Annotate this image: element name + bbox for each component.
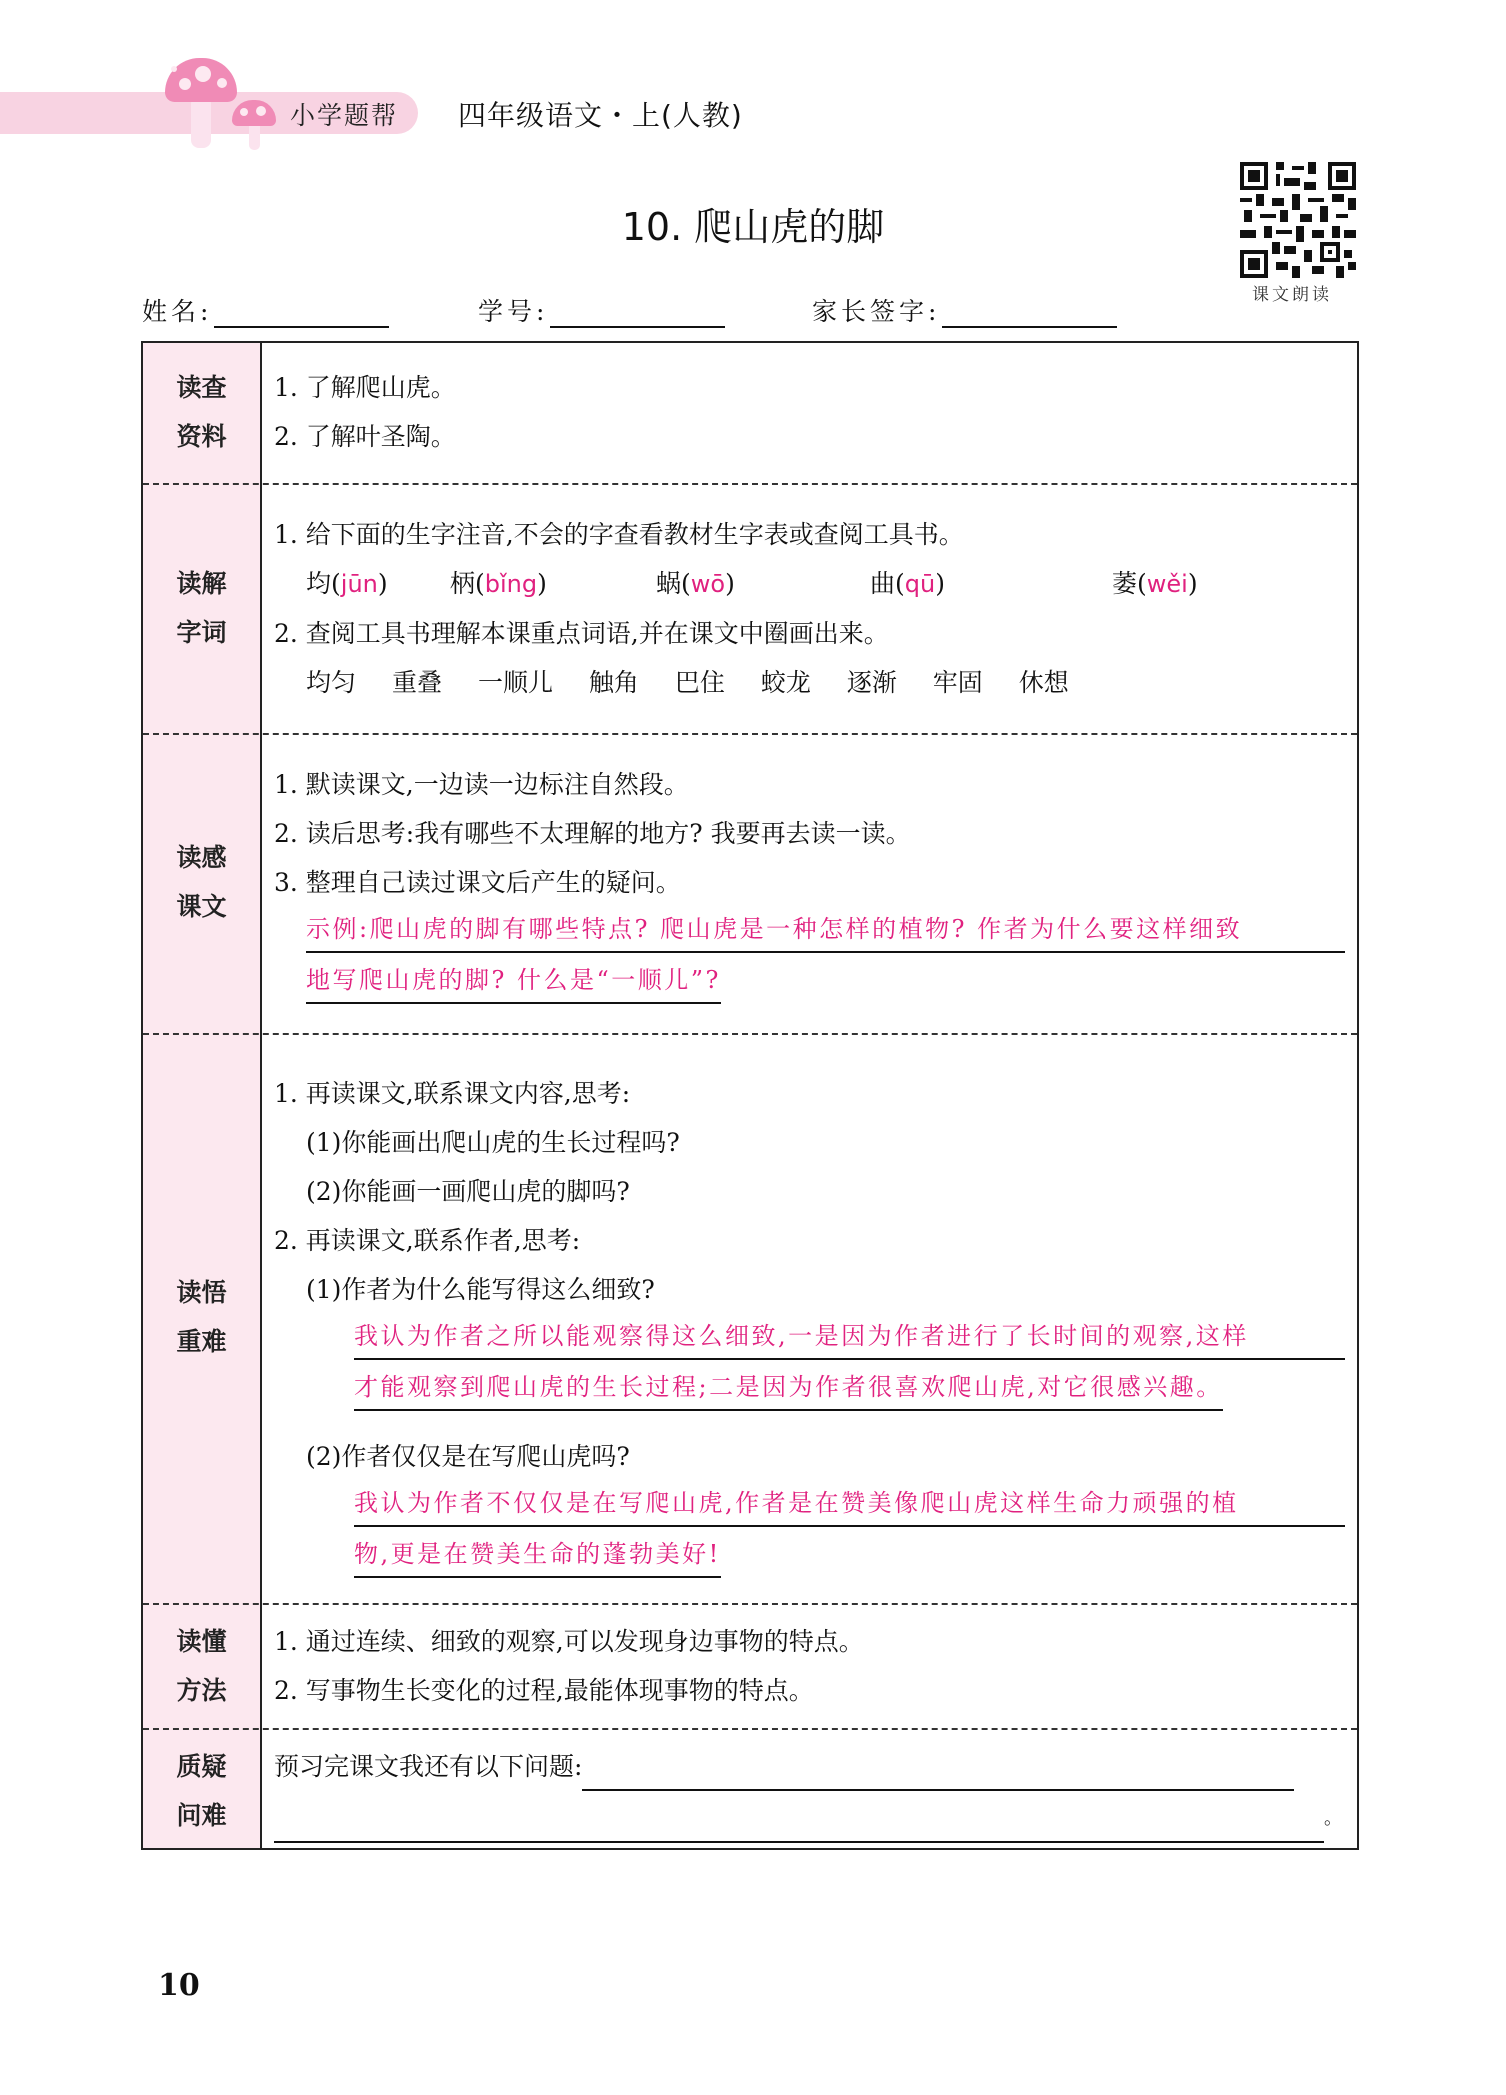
section-content [274, 510, 1345, 707]
parent-signature-label: 家长签字: [812, 297, 941, 326]
student-id-label: 学号: [478, 297, 549, 326]
page-number: 10 [158, 1968, 200, 2003]
end-mark: 。 [1324, 1808, 1342, 1829]
character: 曲 [870, 569, 896, 598]
section-label-line2: 重难 [176, 1327, 227, 1356]
vocab-word: 重叠 [391, 668, 442, 697]
section-questions [143, 1728, 1357, 1850]
question-prompt: 预习完课文我还有以下问题: [274, 1752, 583, 1781]
vocab-word: 休想 [1018, 668, 1069, 697]
worksheet-table [141, 341, 1359, 1850]
pinyin-item: 均(jūn) [306, 569, 388, 598]
section-label [143, 1742, 260, 1840]
answer-line: 才能观察到爬山虎的生长过程;二是因为作者很喜欢爬山虎,对它很感兴趣。 [354, 1365, 1223, 1411]
section-read-words [143, 483, 1357, 733]
list-item: 2. 读后思考:我有哪些不太理解的地方? 我要再去读一读。 [274, 819, 911, 848]
section-content [274, 363, 1345, 461]
character: 均 [306, 569, 332, 598]
section-label [143, 363, 260, 461]
instruction-item: 2. 查阅工具书理解本课重点词语,并在课文中圈画出来。 [274, 619, 889, 648]
name-label: 姓名: [142, 297, 213, 326]
section-label-line2: 方法 [176, 1676, 227, 1705]
question-input-line[interactable] [274, 1811, 1324, 1843]
section-label [143, 559, 260, 657]
sub-question: (2)你能画一画爬山虎的脚吗? [306, 1177, 630, 1206]
question-item: 1. 再读课文,联系课文内容,思考: [274, 1079, 631, 1108]
pinyin-answer: jūn [340, 570, 378, 598]
answer-line: 我认为作者不仅仅是在写爬山虎,作者是在赞美像爬山虎这样生命力顽强的植 [354, 1481, 1345, 1527]
section-label-line1: 质疑 [176, 1752, 227, 1781]
character: 柄 [450, 569, 476, 598]
section-label-line1: 读解 [176, 569, 227, 598]
section-read-research [143, 343, 1357, 483]
vocab-word: 均匀 [306, 668, 357, 697]
pinyin-item: 曲(qū) [870, 569, 945, 598]
section-label [143, 1617, 260, 1715]
section-label-line2: 资料 [176, 422, 227, 451]
pinyin-answer: wō [690, 570, 726, 598]
list-item: 3. 整理自己读过课文后产生的疑问。 [274, 868, 681, 897]
brand-name: 小学题帮 [290, 101, 399, 130]
question-input-line[interactable] [582, 1759, 1294, 1791]
parent-signature-field[interactable] [812, 292, 1117, 328]
pinyin-item: 柄(bǐng) [450, 569, 547, 598]
qr-code-icon[interactable] [1240, 162, 1356, 278]
answer-line: 地写爬山虎的脚? 什么是“一顺儿”? [306, 958, 721, 1004]
name-field[interactable] [142, 292, 389, 328]
pinyin-answer: wěi [1146, 570, 1188, 598]
mushroom-small-icon [232, 100, 276, 150]
pinyin-item: 蜗(wō) [656, 569, 735, 598]
section-label-line1: 读悟 [176, 1278, 227, 1307]
character: 蜗 [656, 569, 682, 598]
sub-question: (1)你能画出爬山虎的生长过程吗? [306, 1128, 680, 1157]
character: 萎 [1112, 569, 1138, 598]
section-label [143, 1268, 260, 1366]
vocab-word: 触角 [588, 668, 639, 697]
section-label-line2: 课文 [176, 892, 227, 921]
list-item: 1. 通过连续、细致的观察,可以发现身边事物的特点。 [274, 1627, 864, 1656]
student-id-field[interactable] [478, 292, 725, 328]
answer-line: 示例:爬山虎的脚有哪些特点? 爬山虎是一种怎样的植物? 作者为什么要这样细致 [306, 907, 1345, 953]
section-read-feel [143, 733, 1357, 1033]
section-read-method [143, 1603, 1357, 1728]
qr-caption: 课文朗读 [1252, 285, 1332, 305]
vocab-word: 巴住 [674, 668, 725, 697]
question-prompt-row [274, 1742, 1345, 1791]
vocab-row [274, 658, 1345, 707]
pinyin-item: 萎(wěi) [1112, 569, 1198, 598]
answer-line: 我认为作者之所以能观察得这么细致,一是因为作者进行了长时间的观察,这样 [354, 1314, 1345, 1360]
section-content [274, 1069, 1345, 1599]
section-label-line2: 问难 [176, 1801, 227, 1830]
list-item: 1. 了解爬山虎。 [274, 373, 456, 402]
vocab-word: 逐渐 [846, 668, 897, 697]
section-label-line1: 读感 [176, 843, 227, 872]
mushroom-large-icon [165, 58, 237, 150]
lesson-title: 10. 爬山虎的脚 [621, 205, 885, 249]
instruction-item: 1. 给下面的生字注音,不会的字查看教材生字表或查阅工具书。 [274, 520, 964, 549]
pinyin-row [274, 559, 1345, 609]
parent-signature-blank[interactable] [942, 302, 1117, 328]
section-content [274, 1617, 1345, 1715]
section-label-line2: 字词 [176, 618, 227, 647]
student-id-blank[interactable] [550, 302, 725, 328]
sub-question: (2)作者仅仅是在写爬山虎吗? [306, 1442, 630, 1471]
list-item: 1. 默读课文,一边读一边标注自然段。 [274, 770, 689, 799]
vocab-word: 一顺儿 [477, 668, 553, 697]
student-info-row [142, 292, 1142, 332]
pinyin-answer: bǐng [484, 570, 538, 598]
section-label-line1: 读懂 [176, 1627, 227, 1656]
section-content [274, 760, 1345, 1025]
name-blank[interactable] [214, 302, 389, 328]
vocab-word: 牢固 [932, 668, 983, 697]
section-read-understand [143, 1033, 1357, 1603]
section-label-line1: 读查 [176, 373, 227, 402]
question-item: 2. 再读课文,联系作者,思考: [274, 1226, 581, 1255]
subject-label: 四年级语文・上(人教) [458, 99, 743, 132]
vocab-word: 蛟龙 [760, 668, 811, 697]
sub-question: (1)作者为什么能写得这么细致? [306, 1275, 655, 1304]
list-item: 2. 写事物生长变化的过程,最能体现事物的特点。 [274, 1676, 814, 1705]
answer-line: 物,更是在赞美生命的蓬勃美好! [354, 1532, 721, 1578]
section-content [274, 1742, 1345, 1843]
list-item: 2. 了解叶圣陶。 [274, 422, 456, 451]
section-label [143, 833, 260, 931]
answer-block [274, 1314, 1345, 1432]
answer-block [274, 1481, 1345, 1599]
question-input-row [274, 1791, 1345, 1843]
pinyin-answer: qū [904, 570, 936, 598]
answer-block [274, 907, 1345, 1025]
